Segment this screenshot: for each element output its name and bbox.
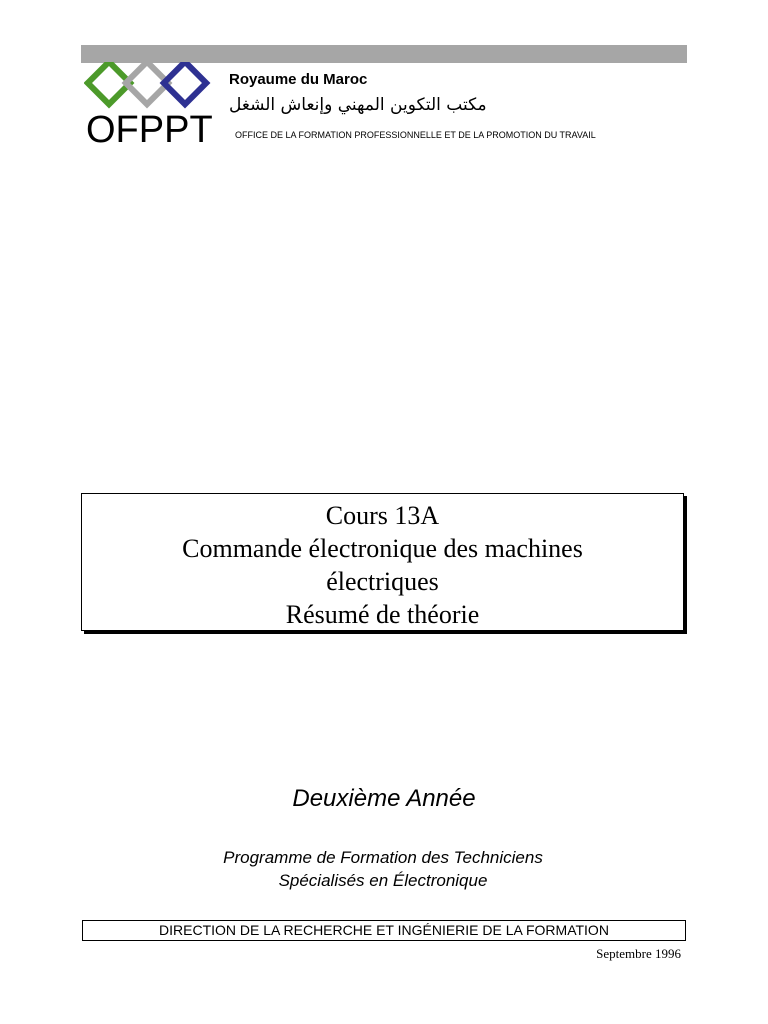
course-title-box (81, 493, 684, 631)
course-title-line2: électriques (326, 567, 439, 596)
course-subtitle: Résumé de théorie (285, 600, 480, 629)
header-bar (81, 45, 687, 63)
course-number: Cours 13A (325, 501, 440, 530)
arabic-office-name: مكتب التكوين المهني وإنعاش الشغل (229, 95, 487, 115)
office-name: OFFICE DE LA FORMATION PROFESSIONNELLE ET DE LA PROMOTION DU TRAVAIL (235, 130, 596, 140)
course-title-line1: Commande électronique des machines (182, 534, 583, 563)
publication-date: Septembre 1996 (596, 946, 681, 961)
year-label: Deuxième Année (292, 785, 476, 812)
direction-box: DIRECTION DE LA RECHERCHE ET INGÉNIERIE DE LA FORMATION (82, 920, 686, 941)
logo-text: OFPPT (86, 109, 213, 151)
kingdom-label: Royaume du Maroc (229, 71, 368, 88)
program-line2: Spécialisés en Électronique (278, 871, 488, 890)
program-description (0, 846, 766, 892)
program-line1: Programme de Formation des Techniciens (223, 848, 543, 867)
